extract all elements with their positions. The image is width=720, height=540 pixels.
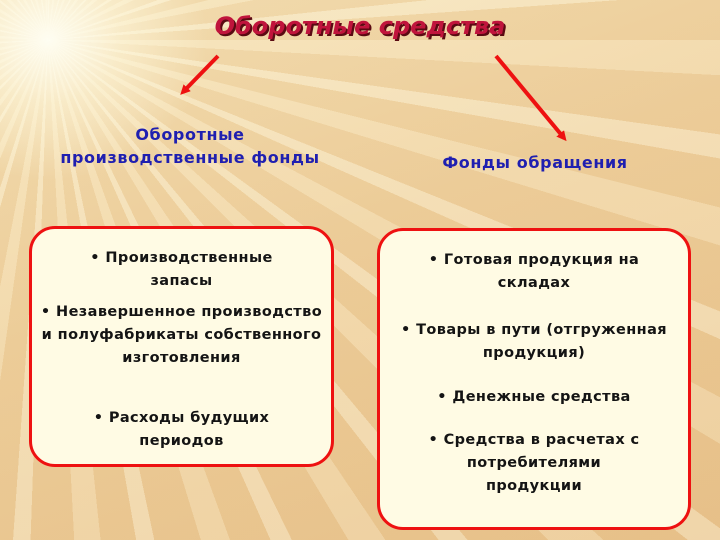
page-title: Оборотные средства bbox=[214, 12, 506, 40]
list-item: • Товары в пути (отгруженная продукция) bbox=[401, 322, 667, 362]
arrow-left bbox=[183, 56, 218, 92]
heading-working-production-funds: Оборотные производственные фонды bbox=[60, 125, 320, 167]
box-circulation-funds bbox=[377, 228, 691, 530]
list-item: • Незавершенное производство и полуфабрикаты собственного изготовления bbox=[40, 304, 323, 367]
list-item: • Готовая продукция на складах bbox=[428, 252, 640, 292]
list-item: • Денежные средства bbox=[437, 389, 631, 405]
box-production-funds bbox=[29, 226, 334, 467]
arrow-right bbox=[496, 56, 564, 138]
list-item: • Средства в расчетах с потребителями продукции bbox=[428, 432, 640, 495]
list-item: • Производственные запасы bbox=[90, 250, 273, 290]
list-item: • Расходы будущих периодов bbox=[93, 410, 270, 450]
heading-circulation-funds: Фонды обращения bbox=[442, 153, 628, 172]
